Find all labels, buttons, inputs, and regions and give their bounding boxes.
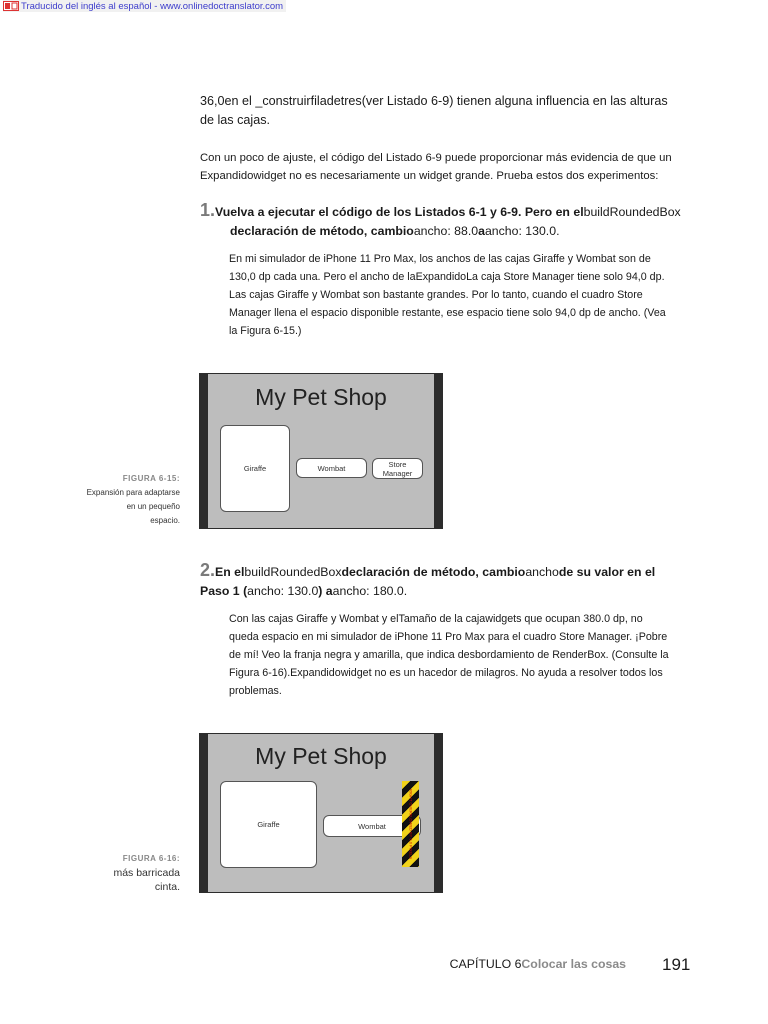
step-2-code-b: ancho [525, 565, 559, 579]
step-2 [200, 561, 682, 601]
wombat-box: Wombat [296, 458, 367, 478]
step-1-code-b: ancho: 88.0 [413, 224, 479, 238]
giraffe-box: Giraffe [220, 425, 290, 512]
step-1-code-a: buildRoundedBox [583, 205, 681, 219]
step-2-text-a: En el [215, 565, 245, 579]
figure-6-16-caption [113, 852, 180, 894]
page-footer [0, 955, 768, 975]
caption-line: cinta. [154, 881, 180, 893]
giraffe-box: Giraffe [220, 781, 317, 868]
step-2-text-b: declaración de método, cambio [341, 565, 526, 579]
wombat-box: Wombat [323, 815, 421, 837]
step-2-code-c: ancho: 130.0 [247, 584, 319, 598]
step-2-text-d: ) a [318, 584, 333, 598]
step-1-text-b: declaración de método, cambio [230, 224, 414, 238]
figure-6-15-label: FIGURA 6-15: [122, 474, 180, 483]
translator-banner-link[interactable]: Traducido del inglés al español - www.onlinedoctranslator.com [21, 0, 284, 12]
step-1-text-a: Vuelva a ejecutar el código de los Listados 6-1 y 6-9. Pero en el [215, 205, 584, 219]
step-2-body: Con las cajas Giraffe y Wombat y elTamaño de la cajawidgets que ocupan 380.0 dp, no queda espacio en mi simulador de iPhone 11 Pro Max para el cuadro Store Manager. ¡Pobre de mí! Veo la franja negra y amarilla, que indica desbordamiento de RenderBox. (Consulte la Figura 6-16).Expandidowidget no es un hacedor de milagros. No ayuda a resolver todos los problemas. [229, 613, 669, 697]
intro-paragraph-2: Con un poco de ajuste, el código del Listado 6-9 puede proporcionar más evidencia de que un Expandidowidget no es necesariamente un widget grande. Prueba estos dos experimentos: [200, 152, 672, 182]
translator-banner[interactable] [3, 0, 286, 12]
overflow-stripe [402, 781, 419, 867]
figure-6-16-title: My Pet Shop [255, 743, 387, 769]
figure-6-16-label: FIGURA 6-16: [122, 854, 180, 863]
step-1-body: En mi simulador de iPhone 11 Pro Max, los anchos de las cajas Giraffe y Wombat son de 130,0 dp cada una. Pero el ancho de laExpandidoLa caja Store Manager tiene solo 94,0 dp. Las cajas Giraffe y Wombat son bastante grandes. Por lo tanto, cuando el cuadro Store Manager llena el espacio disponible restante, ese espacio tiene solo 94,0 dp de ancho. (Vea la Figura 6-15.) [229, 253, 666, 337]
footer-chapter-title: Colocar las cosas [521, 957, 626, 971]
step-1 [200, 201, 682, 241]
page-number: 191 [662, 955, 691, 974]
figure-6-15-title: My Pet Shop [255, 384, 387, 410]
step-2-number: 2. [200, 560, 216, 580]
footer-chapter [450, 957, 626, 971]
caption-line: espacio. [150, 516, 180, 525]
step-1-line-2 [200, 222, 682, 241]
figure-6-15-caption [87, 472, 180, 528]
store-manager-box: Store Manager [372, 458, 423, 479]
step-1-number: 1. [200, 200, 216, 220]
caption-line: Expansión para adaptarse [86, 488, 180, 497]
step-1-text-c: a [478, 224, 485, 238]
intro-paragraph-1: 36,0en el _construirfiladetres(ver Listado 6-9) tienen alguna influencia en las alturas de las cajas. [200, 94, 668, 127]
step-2-code-d: ancho: 180.0. [332, 584, 408, 598]
caption-line: en un pequeño [126, 502, 180, 511]
step-2-code-a: buildRoundedBox [244, 565, 342, 579]
caption-line: más barricada [113, 867, 180, 879]
figure-6-15 [199, 373, 443, 529]
overflow-stripe-text: RIGHT OVERFLOWED BY 6.0 PIXELS [408, 788, 413, 860]
step-2-text-c: de su valor en el Paso 1 ( [200, 565, 656, 598]
footer-chapter-number: CAPÍTULO 6 [449, 957, 522, 971]
translator-logo-icon [3, 1, 19, 11]
step-1-code-c: ancho: 130.0. [484, 224, 560, 238]
figure-6-16 [199, 733, 443, 893]
